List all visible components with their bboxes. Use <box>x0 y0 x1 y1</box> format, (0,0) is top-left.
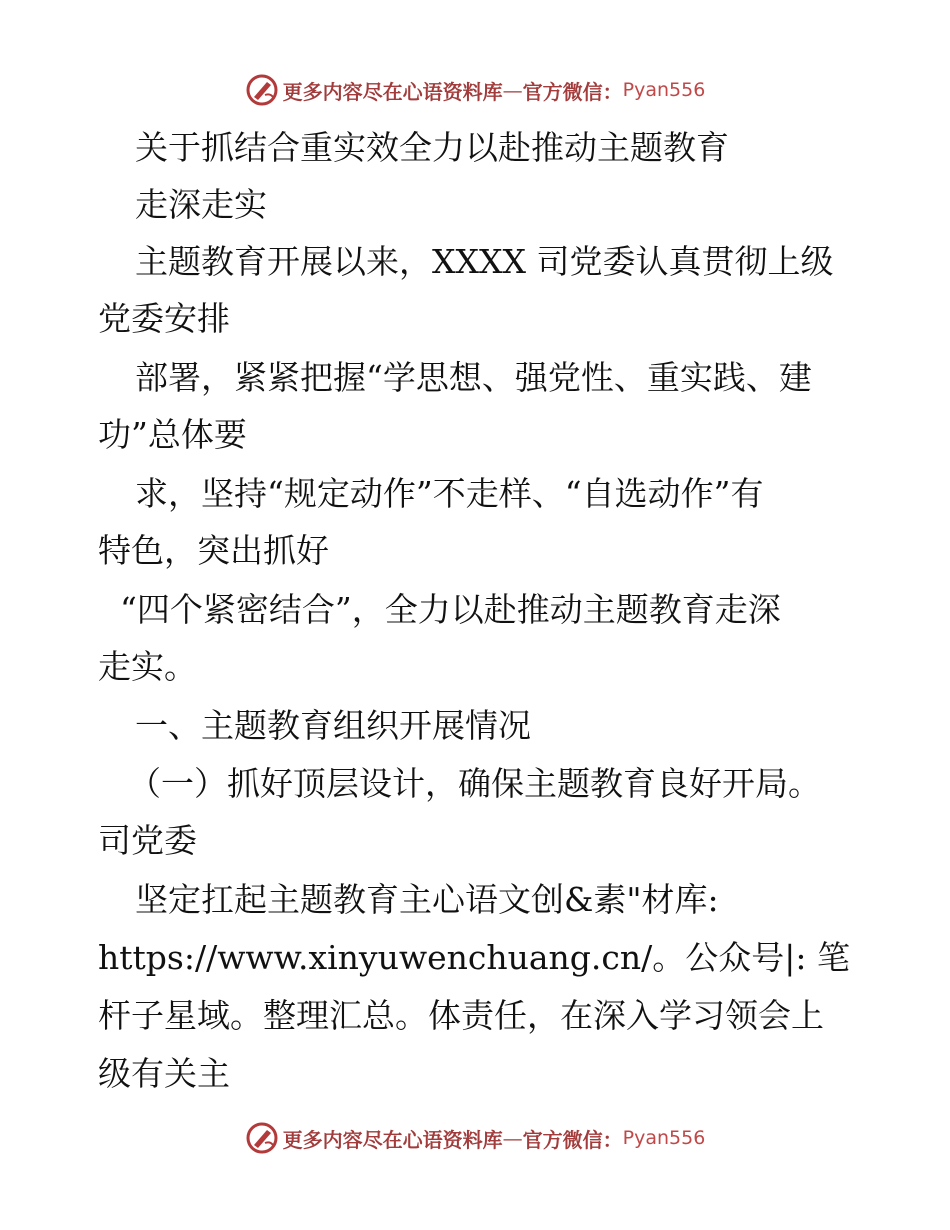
doc-line: 级有关主 <box>98 1054 230 1093</box>
banner-right-label: 官方微信： <box>522 1127 623 1152</box>
doc-line: 功”总体要 <box>98 415 247 454</box>
doc-line: “四个紧密结合”，全力以赴推动主题教育走深 <box>120 590 781 629</box>
doc-line: 走实。 <box>98 647 197 686</box>
banner-separator: — <box>502 78 523 102</box>
pen-seal-icon <box>245 1121 279 1155</box>
doc-heading: 一、主题教育组织开展情况 <box>135 706 531 745</box>
banner-right-id: Pyan556 <box>622 1127 706 1149</box>
footer-banner <box>0 1118 950 1158</box>
doc-line: 求，坚持“规定动作”不走样、“自选动作”有 <box>135 474 764 513</box>
doc-line: 党委安排 <box>98 299 230 338</box>
doc-line: 杆子星域。整理汇总。体责任，在深入学习领会上 <box>98 996 824 1035</box>
banner-separator: — <box>502 1126 523 1150</box>
doc-subheading: （一）抓好顶层设计，确保主题教育良好开局。 <box>128 764 821 803</box>
banner-right-label: 官方微信： <box>522 79 623 104</box>
doc-title-line-2: 走深走实 <box>135 185 267 224</box>
header-banner <box>0 70 950 110</box>
doc-title-line-1: 关于抓结合重实效全力以赴推动主题教育 <box>135 128 729 167</box>
doc-line: 部署，紧紧把握“学思想、强党性、重实践、建 <box>135 358 812 397</box>
banner-left-text: 更多内容尽在心语资料库 <box>282 1127 503 1152</box>
doc-line: 主题教育开展以来，XXXX 司党委认真贯彻上级 <box>135 242 834 281</box>
doc-line: https://www.xinyuwenchuang.cn/。公众号|: 笔 <box>98 938 850 977</box>
banner-left-text: 更多内容尽在心语资料库 <box>282 79 503 104</box>
doc-line: 特色，突出抓好 <box>98 531 329 570</box>
banner-right-id: Pyan556 <box>622 79 706 101</box>
doc-line: 坚定扛起主题教育主心语文创&素"材库: <box>135 880 719 919</box>
pen-seal-icon <box>245 73 279 107</box>
doc-line: 司党委 <box>98 821 197 860</box>
